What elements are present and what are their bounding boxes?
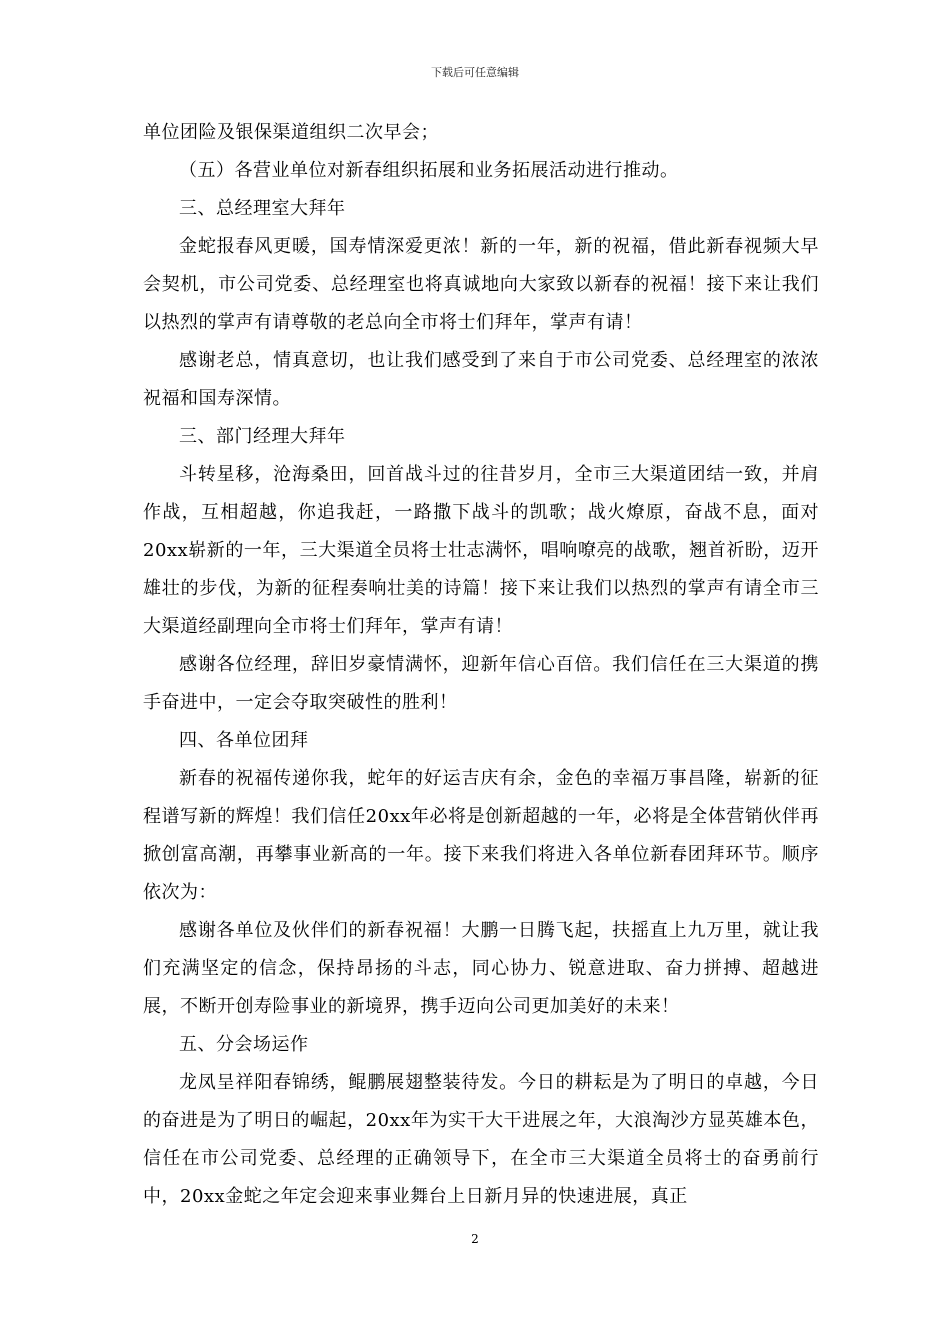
page-number: 2 [471,1232,479,1246]
paragraph: 斗转星移，沧海桑田，回首战斗过的往昔岁月，全市三大渠道团结一致，并肩作战，互相超越，你追我赶，一路撒下战斗的凯歌；战火燎原，奋战不息，面对20xx崭新的一年，三大渠道全员将士壮志满怀，唱响嘹亮的战歌，翘首祈盼，迈开雄壮的步伐，为新的征程奏响壮美的诗篇！接下来让我们以热烈的掌声有请全市三大渠道经副理向全市将士们拜年，掌声有请！ [143,464,819,637]
paragraph: 感谢各位经理，辞旧岁豪情满怀，迎新年信心百倍。我们信任在三大渠道的携手奋进中，一定会夺取突破性的胜利！ [143,654,819,713]
section-heading-unit-greeting: 四、各单位团拜 [179,730,309,751]
paragraph: 感谢各单位及伙伴们的新春祝福！大鹏一日腾飞起，扶摇直上九万里，就让我们充满坚定的信念，保持昂扬的斗志，同心协力、锐意进取、奋力拼搏、超越进展，不断开创寿险事业的新境界，携手迈向公司更加美好的未来！ [143,920,819,1017]
paragraph-continuation: 单位团险及银保渠道组织二次早会； [143,122,439,143]
paragraph: 新春的祝福传递你我，蛇年的好运吉庆有余，金色的幸福万事昌隆，崭新的征程谱写新的辉煌！我们信任20xx年必将是创新超越的一年，必将是全体营销伙伴再掀创富高潮，再攀事业新高的一年。接下来我们将进入各单位新春团拜环节。顺序依次为： [143,768,819,903]
list-item-five: （五）各营业单位对新春组织拓展和业务拓展活动进行推动。 [179,160,679,181]
paragraph: 感谢老总，情真意切，也让我们感受到了来自于市公司党委、总经理室的浓浓祝福和国寿深情。 [143,350,819,409]
paragraph: 金蛇报春风更暖，国寿情深爱更浓！新的一年，新的祝福，借此新春视频大早会契机，市公司党委、总经理室也将真诚地向大家致以新春的祝福！接下来让我们以热烈的掌声有请尊敬的老总向全市将士们拜年，掌声有请！ [143,236,819,333]
section-heading-branch-venue: 五、分会场运作 [179,1034,309,1055]
document-body [143,114,819,1216]
page-header: 下载后可任意编辑 [431,66,519,79]
section-heading-manager-greeting: 三、部门经理大拜年 [179,426,346,447]
paragraph: 龙凤呈祥阳春锦绣，鲲鹏展翅整装待发。今日的耕耘是为了明日的卓越，今日的奋进是为了明日的崛起，20xx年为实干大干进展之年，大浪淘沙方显英雄本色，信任在市公司党委、总经理的正确领导下，在全市三大渠道全员将士的奋勇前行中，20xx金蛇之年定会迎来事业舞台上日新月异的快速进展，真正 [143,1072,819,1207]
section-heading-gm-greeting: 三、总经理室大拜年 [179,198,346,219]
